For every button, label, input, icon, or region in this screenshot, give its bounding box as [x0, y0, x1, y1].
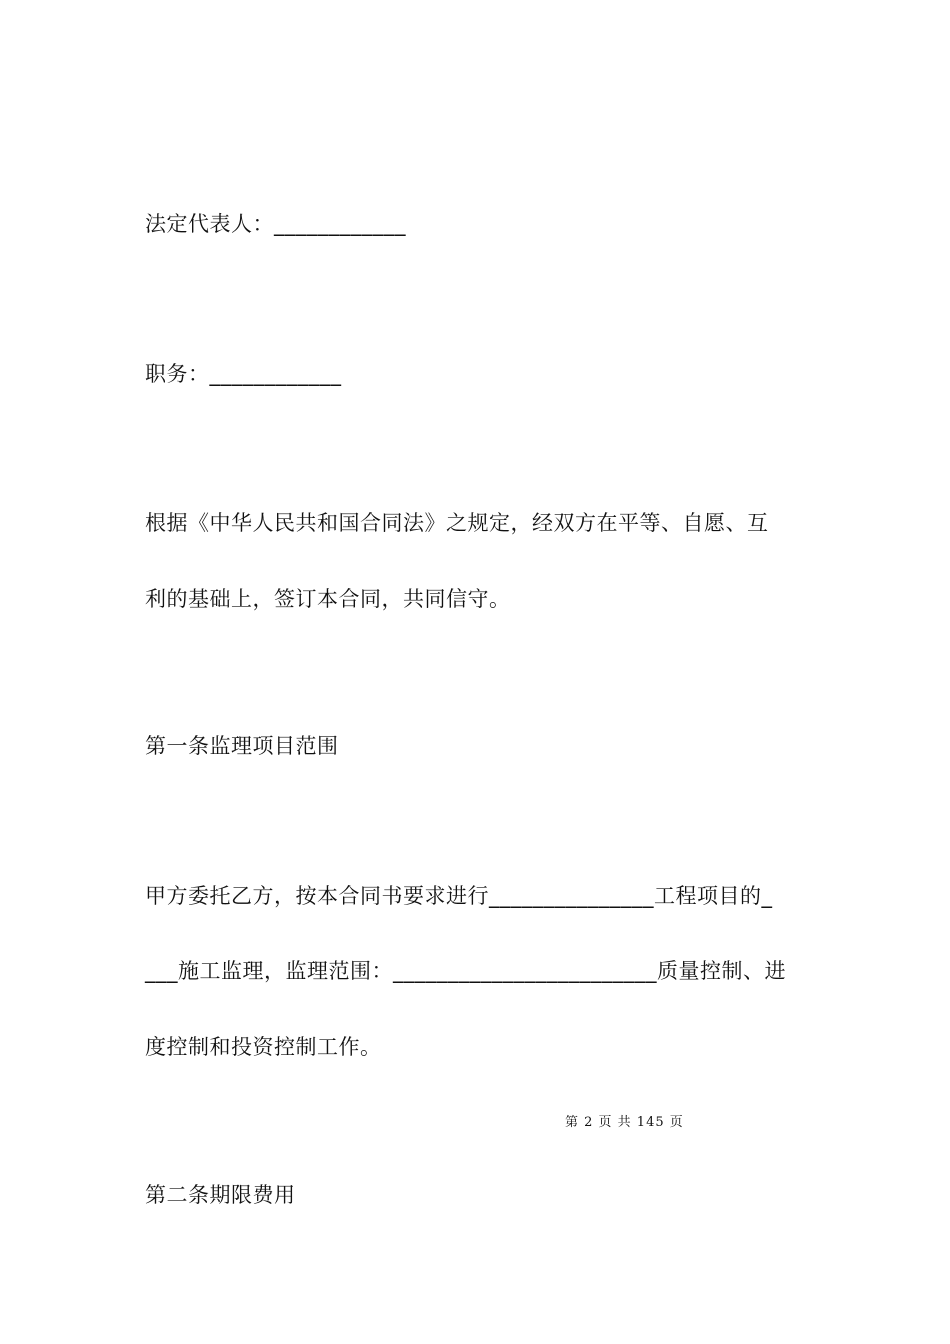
- article-1-title: 第一条监理项目范围: [145, 734, 339, 758]
- position-line: 职务：____________: [145, 362, 342, 386]
- intro-paragraph-line-2: 利的基础上，签订本合同，共同信守。: [145, 587, 511, 611]
- article-1-line-1: 甲方委托乙方，按本合同书要求进行_______________工程项目的_: [145, 884, 773, 908]
- article-1-line-3: 度控制和投资控制工作。: [145, 1035, 382, 1059]
- intro-paragraph-line-1: 根据《中华人民共和国合同法》之规定，经双方在平等、自愿、互: [145, 511, 769, 535]
- article-2-title: 第二条期限费用: [145, 1183, 296, 1207]
- page-number-footer: 第 2 页 共 145 页: [565, 1115, 684, 1130]
- legal-representative-line: 法定代表人：____________: [145, 212, 406, 236]
- article-1-line-2: ___施工监理，监理范围：________________________质量控制、进: [145, 959, 786, 983]
